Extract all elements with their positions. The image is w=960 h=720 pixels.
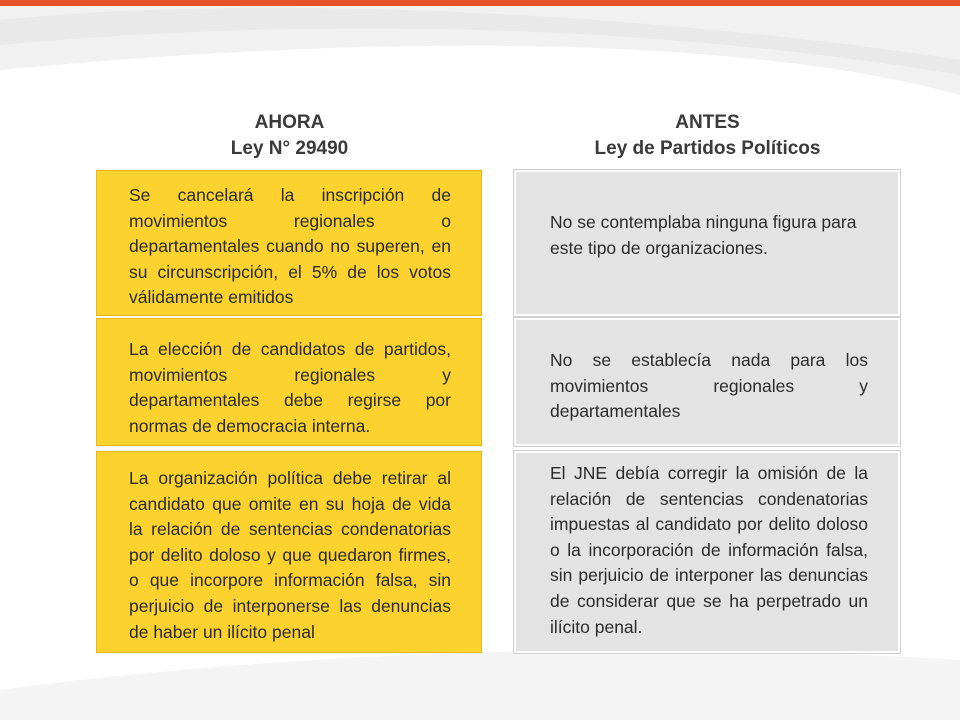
header-antes-title: ANTES (675, 112, 740, 133)
ahora-text-1: Se cancelará la inscripción de movimientos regionales o departamentales cuando no superen, en su circunscripción, el 5% de los votos válidamente emitidos (129, 185, 451, 308)
header-ahora (97, 110, 482, 162)
antes-text-3: El JNE debía corregir la omisión de la relación de sentencias condenatorias impuestas al candidato por delito doloso o la incorporación de información falsa, sin perjuicio de interponer las denuncias de considerar que se ha perpetrado un ilícito penal. (550, 463, 868, 637)
ahora-cell-2 (96, 318, 482, 446)
antes-text-1: No se contemplaba ninguna figura para este tipo de organizaciones. (550, 212, 857, 258)
antes-cell-3 (514, 451, 900, 653)
ahora-text-2: La elección de candidatos de partidos, movimientos regionales y departamentales debe regirse por normas de democracia interna. (129, 339, 451, 436)
header-ahora-subtitle: Ley N° 29490 (230, 138, 349, 159)
header-antes-subtitle: Ley de Partidos Políticos (594, 138, 821, 159)
ahora-text-3: La organización política debe retirar al candidato que omite en su hoja de vida la relación de sentencias condenatorias por delito doloso y que quedaron firmes, o que incorpore información falsa, sin perjuicio de interponerse las denuncias de haber un ilícito penal (129, 468, 451, 642)
ahora-cell-1 (96, 170, 482, 316)
header-ahora-title: AHORA (254, 112, 325, 133)
antes-cell-2 (514, 318, 900, 446)
antes-cell-1 (514, 170, 900, 316)
antes-text-2: No se establecía nada para los movimientos regionales y departamentales (550, 350, 868, 422)
header-antes (515, 110, 900, 162)
ahora-cell-3 (96, 451, 482, 653)
